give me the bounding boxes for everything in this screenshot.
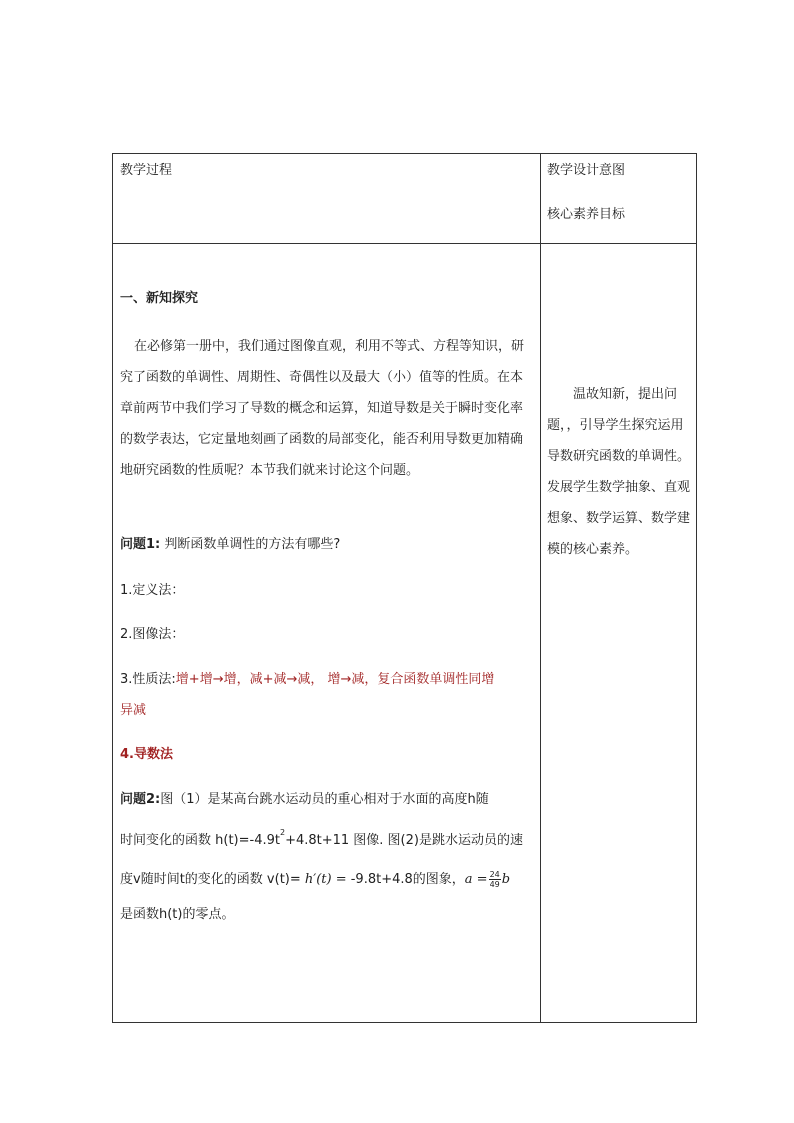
method-4: 4.导数法	[120, 747, 173, 762]
method-3	[120, 672, 530, 688]
height-function-b: +4.8t+11 图像. 图(2)是跳水运动员的速	[285, 833, 523, 848]
lesson-table	[112, 153, 697, 1023]
method-3-rule-cont: 异减	[120, 703, 147, 718]
header-right-title-2: 核心素养目标	[547, 207, 626, 222]
header-left-title: 教学过程	[120, 163, 173, 178]
question-2-line-4: 是函数h(t)的零点。	[120, 907, 235, 922]
method-3-rule: 增+增→增，减+减→减， 增→减，复合函数单调性同增	[175, 672, 495, 687]
fraction-lhs: a =	[464, 872, 488, 887]
height-function-a: 时间变化的函数 h(t)=-4.9t	[120, 833, 280, 848]
fraction-rhs: b	[501, 872, 511, 887]
header-right-title-1: 教学设计意图	[547, 163, 626, 178]
fraction-denominator: 49	[489, 880, 500, 889]
velocity-function-b: -9.8t+4.8的图象，	[346, 872, 465, 887]
exponent-2: 2	[279, 828, 286, 837]
question-2-line-2	[120, 828, 530, 850]
question-2-line-1	[120, 792, 530, 808]
question-1-text: 判断函数单调性的方法有哪些?	[164, 537, 341, 552]
derivative-notation: h′(t) =	[304, 872, 347, 887]
fraction-numerator: 24	[489, 870, 500, 879]
method-3-label: 3.性质法:	[120, 672, 176, 687]
method-1: 1.定义法：	[120, 583, 185, 598]
question-1	[120, 537, 530, 553]
velocity-function-a: 度v随时间t的变化的函数 v(t)=	[120, 872, 305, 887]
intro-paragraph: 在必修第一册中，我们通过图像直观，利用不等式、方程等知识，研究了函数的单调性、周期性、奇偶性以及最大（小）值等的性质。在本章前两节中我们学习了导数的概念和运算，知道导数是关于瞬时变化率的数学表达，它定量地刻画了函数的局部变化，能否利用导数更加精确地研究函数的性质呢？本节我们就来讨论这个问题。	[120, 339, 525, 478]
question-2-line-3	[120, 870, 530, 889]
question-2-text-1: 图（1）是某高台跳水运动员的重心相对于水面的高度h随	[160, 792, 489, 807]
header-divider	[113, 243, 696, 244]
section-title: 一、新知探究	[120, 291, 199, 306]
question-2-label: 问题2:	[120, 792, 161, 807]
question-1-label: 问题1:	[120, 537, 161, 552]
design-intent: 温故知新，提出问题，，引导学生探究运用导数研究函数的单调性。发展学生数学抽象、直观想象、数学运算、数学建模的核心素养。	[547, 387, 691, 557]
method-2: 2.图像法：	[120, 627, 185, 642]
column-divider	[540, 154, 541, 1022]
fraction	[489, 870, 501, 889]
